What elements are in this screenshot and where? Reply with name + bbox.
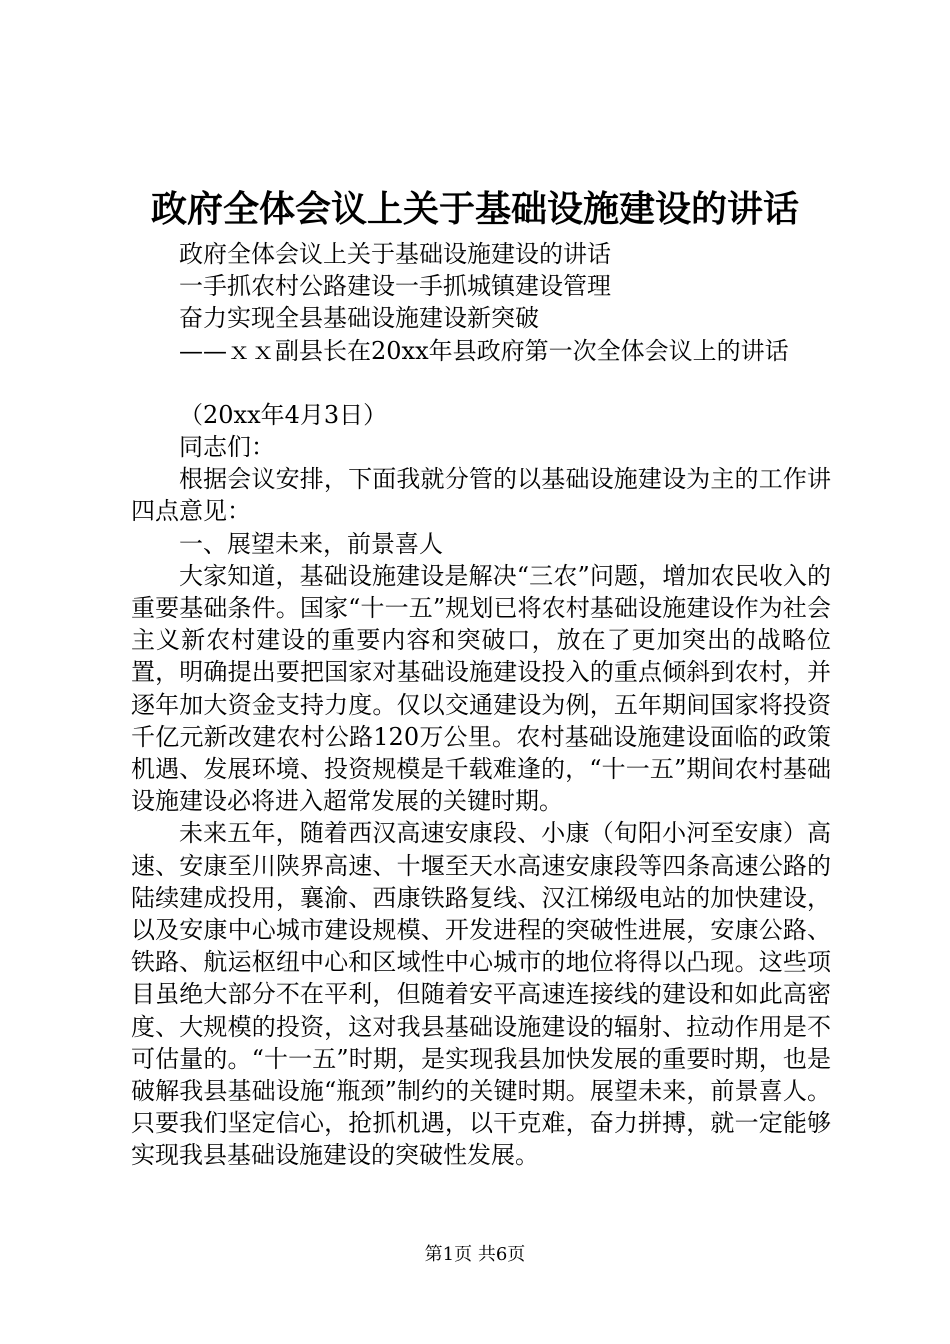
page-number: 第1页 共6页 [424,1244,526,1265]
document-title: 政府全体会议上关于基础设施建设的讲话 [150,188,799,230]
paragraph-body-2: 未来五年，随着西汉高速安康段、小康（旬阳小河至安康）高速、安康至川陕界高速、十堰至天水高速安康段等四条高速公路的陆续建成投用，襄渝、西康铁路复线、汉江梯级电站的加快建设，以及安康中心城市建设规模、开发进程的突破性进展，安康公路、铁路、航运枢纽中心和区域性中心城市的地位将得以凸现。这些项目虽绝大部分不在平利，但随着安平高速连接线的建设和如此高密度、大规模的投资，这对我县基础设施建设的辐射、拉动作用是不可估量的。“十一五”时期，是实现我县加快发展的重要时期，也是破解我县基础设施“瓶颈”制约的关键时期。展望未来，前景喜人。只要我们坚定信心，抢抓机遇，以干克难，奋力拼搏，就一定能够实现我县基础设施建设的突破性发展。 [131,819,831,1170]
blank-line [131,367,831,399]
salutation: 同志们： [179,433,275,462]
document-body [131,238,831,1172]
section-heading-1: 一、展望未来，前景喜人 [179,529,443,558]
paragraph-body-1: 大家知道，基础设施建设是解决“三农”问题，增加农民收入的重要基础条件。国家“十一五”规划已将农村基础设施建设作为社会主义新农村建设的重要内容和突破口，放在了更加突出的战略位置，明确提出要把国家对基础设施建设投入的重点倾斜到农村，并逐年加大资金支持力度。仅以交通建设为例，五年期间国家将投资千亿元新改建农村公路120万公里。农村基础设施建设面临的政策机遇、发展环境、投资规模是千载难逢的，“十一五”期间农村基础设施建设必将进入超常发展的关键时期。 [131,561,831,816]
date-line: （20xx年4月3日） [179,400,388,429]
header-line-4: ——ｘｘ副县长在20xx年县政府第一次全体会议上的讲话 [179,336,789,365]
paragraph-intro: 根据会议安排，下面我就分管的以基础设施建设为主的工作讲四点意见： [131,465,831,526]
header-line-3: 奋力实现全县基础设施建设新突破 [179,304,539,333]
header-line-1: 政府全体会议上关于基础设施建设的讲话 [179,240,611,268]
header-line-2: 一手抓农村公路建设一手抓城镇建设管理 [179,272,611,301]
